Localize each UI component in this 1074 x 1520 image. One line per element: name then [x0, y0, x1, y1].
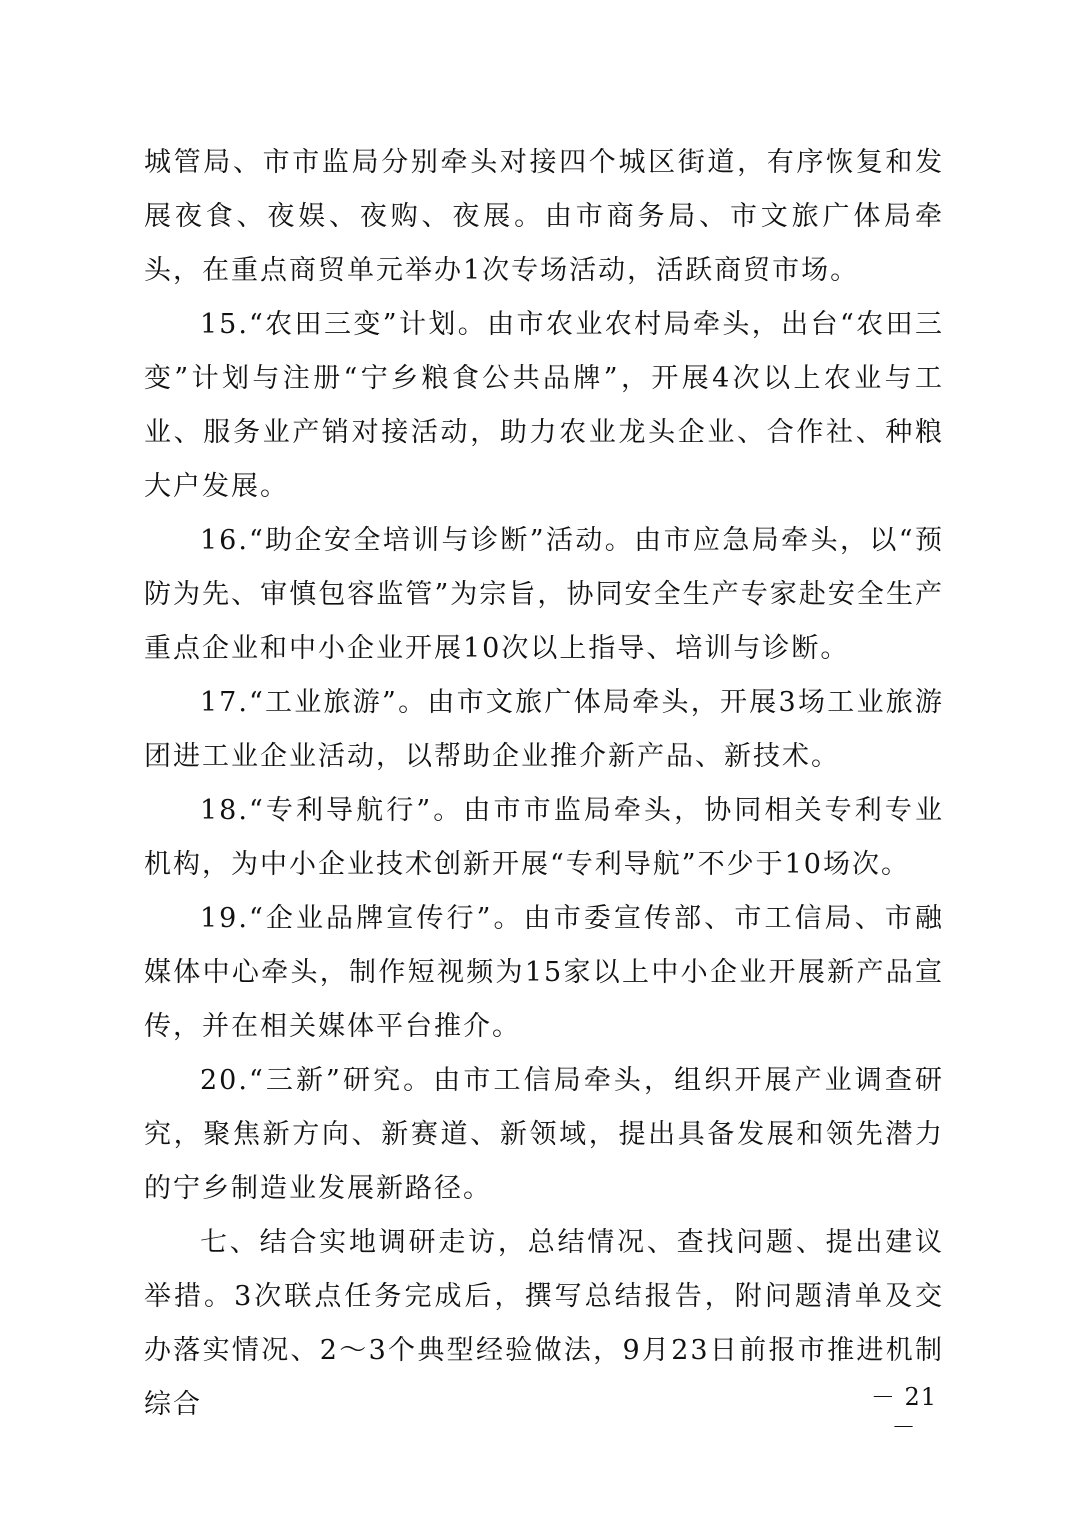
paragraph-item-16: 16.“助企安全培训与诊断”活动。由市应急局牵头，以“预防为先、审慎包容监管”为宗旨，协同安全生产专家赴安全生产重点企业和中小企业开展10次以上指导、培训与诊断。: [144, 525, 944, 664]
paragraph-item-15: 15.“农田三变”计划。由市农业农村局牵头，出台“农田三变”计划与注册“宁乡粮食公共品牌”，开展4次以上农业与工业、服务业产销对接活动，助力农业龙头企业、合作社、种粮大户发展。: [144, 309, 944, 502]
paragraph-continuation: 城管局、市市监局分别牵头对接四个城区街道，有序恢复和发展夜食、夜娱、夜购、夜展。由市商务局、市文旅广体局牵头，在重点商贸单元举办1次专场活动，活跃商贸市场。: [144, 147, 944, 286]
paragraph-item-17: 17.“工业旅游”。由市文旅广体局牵头，开展3场工业旅游团进工业企业活动，以帮助企业推介新产品、新技术。: [144, 687, 944, 772]
document-body: [144, 136, 944, 1432]
paragraph-item-19: 19.“企业品牌宣传行”。由市委宣传部、市工信局、市融媒体中心牵头，制作短视频为15家以上中小企业开展新产品宣传，并在相关媒体平台推介。: [144, 903, 944, 1042]
page-number: － 21 －: [870, 1383, 938, 1441]
paragraph-item-20: 20.“三新”研究。由市工信局牵头，组织开展产业调查研究，聚焦新方向、新赛道、新领域，提出具备发展和领先潜力的宁乡制造业发展新路径。: [144, 1065, 944, 1204]
paragraph-item-18: 18.“专利导航行”。由市市监局牵头，协同相关专利专业机构，为中小企业技术创新开展“专利导航”不少于10场次。: [144, 795, 944, 880]
paragraph-section-seven: 七、结合实地调研走访，总结情况、查找问题、提出建议举措。3次联点任务完成后，撰写总结报告，附问题清单及交办落实情况、2～3个典型经验做法，9月23日前报市推进机制综合: [144, 1227, 944, 1420]
